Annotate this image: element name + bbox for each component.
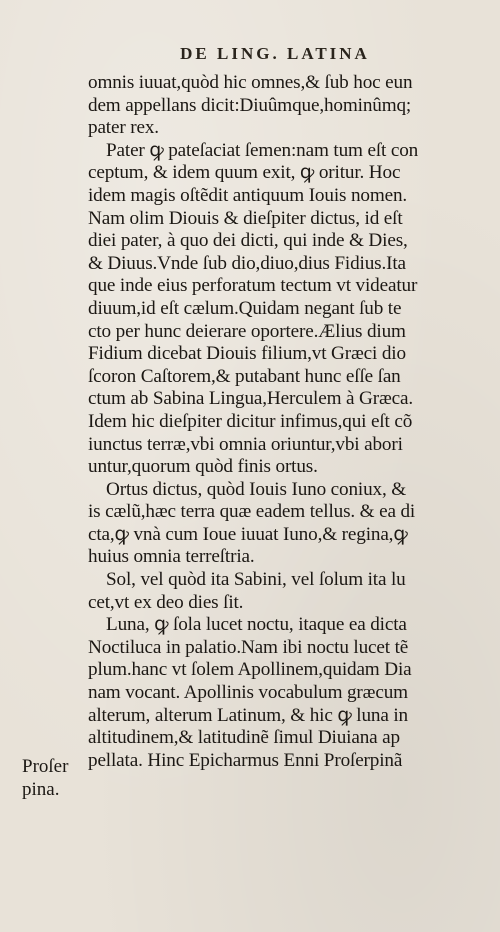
text-line: Nam olim Diouis & dieſpiter dictus, id eſt	[88, 207, 403, 229]
text-line: cto per hunc deierare oportere.Ælius dium	[88, 320, 406, 342]
text-line: Noctiluca in palatio.Nam ibi noctu lucet tẽ	[88, 636, 409, 658]
text-line: Idem hic dieſpiter dicitur infimus,qui eſt cõ	[88, 410, 413, 432]
text-line: untur,quorum quòd finis ortus.	[88, 456, 318, 478]
text-line: alterum, alterum Latinum, & hic ꝙ luna in	[88, 704, 408, 726]
running-head: DE LING. LATINA	[180, 44, 370, 63]
text-line: is cælũ,hæc terra quæ eadem tellus. & ea di	[88, 501, 416, 523]
margin-note	[22, 756, 92, 801]
text-line: que inde eius perforatum tectum vt videatur	[88, 275, 418, 297]
margin-note-line: Proſer	[22, 756, 69, 777]
text-line: Sol, vel quòd ita Sabini, vel ſolum ita lu	[106, 569, 406, 591]
text-line: cta,ꝙ vnà cum Ioue iuuat Iuno,& regina,ꝙ	[88, 523, 408, 545]
text-line: Pater ꝙ pateſaciat ſemen:nam tum eſt con	[106, 139, 419, 161]
text-line: Ortus dictus, quòd Iouis Iuno coniux, &	[106, 478, 407, 500]
text-line: omnis iuuat,quòd hic omnes,& ſub hoc eun	[88, 72, 413, 93]
text-line: nam vocant. Apollinis vocabulum græcum	[88, 682, 408, 704]
text-line: pater rex.	[88, 117, 159, 139]
text-line: ſcoron Caſtorem,& putabant hunc eſſe ſan	[88, 365, 401, 387]
text-line: plum.hanc vt ſolem Apollinem,quidam Dia	[88, 659, 412, 681]
main-text-block	[88, 72, 456, 772]
text-line: Fidium dicebat Diouis filium,vt Græci dio	[88, 343, 406, 365]
text-line: ceptum, & idem quum exit, ꝙ oritur. Hoc	[88, 162, 401, 184]
text-line: diuum,id eſt cælum.Quidam negant ſub te	[88, 297, 402, 319]
text-line: Luna, ꝙ ſola lucet noctu, itaque ea dicta	[106, 614, 407, 636]
text-line: dem appellans dicit:Diuûmque,hominûmq;	[88, 94, 412, 116]
text-line: altitudinem,& latitudinẽ ſimul Diuiana ap	[88, 727, 400, 749]
text-line: ctum ab Sabina Lingua,Herculem à Græca.	[88, 388, 414, 410]
margin-note-line: pina.	[22, 778, 60, 800]
text-line: iunctus terræ,vbi omnia oriuntur,vbi abori	[88, 433, 403, 455]
text-line: pellata. Hinc Epicharmus Enni Proſerpinã	[88, 749, 403, 771]
text-line: diei pater, à quo dei dicti, qui inde & Dies,	[88, 230, 408, 252]
text-line: & Diuus.Vnde ſub dio,diuo,dius Fidius.Ita	[88, 252, 406, 274]
text-line: huius omnia terreſtria.	[88, 546, 255, 568]
text-line: cet,vt ex deo dies ſit.	[88, 591, 244, 613]
text-line: idem magis oſtẽdit antiquum Iouis nomen.	[88, 184, 408, 206]
